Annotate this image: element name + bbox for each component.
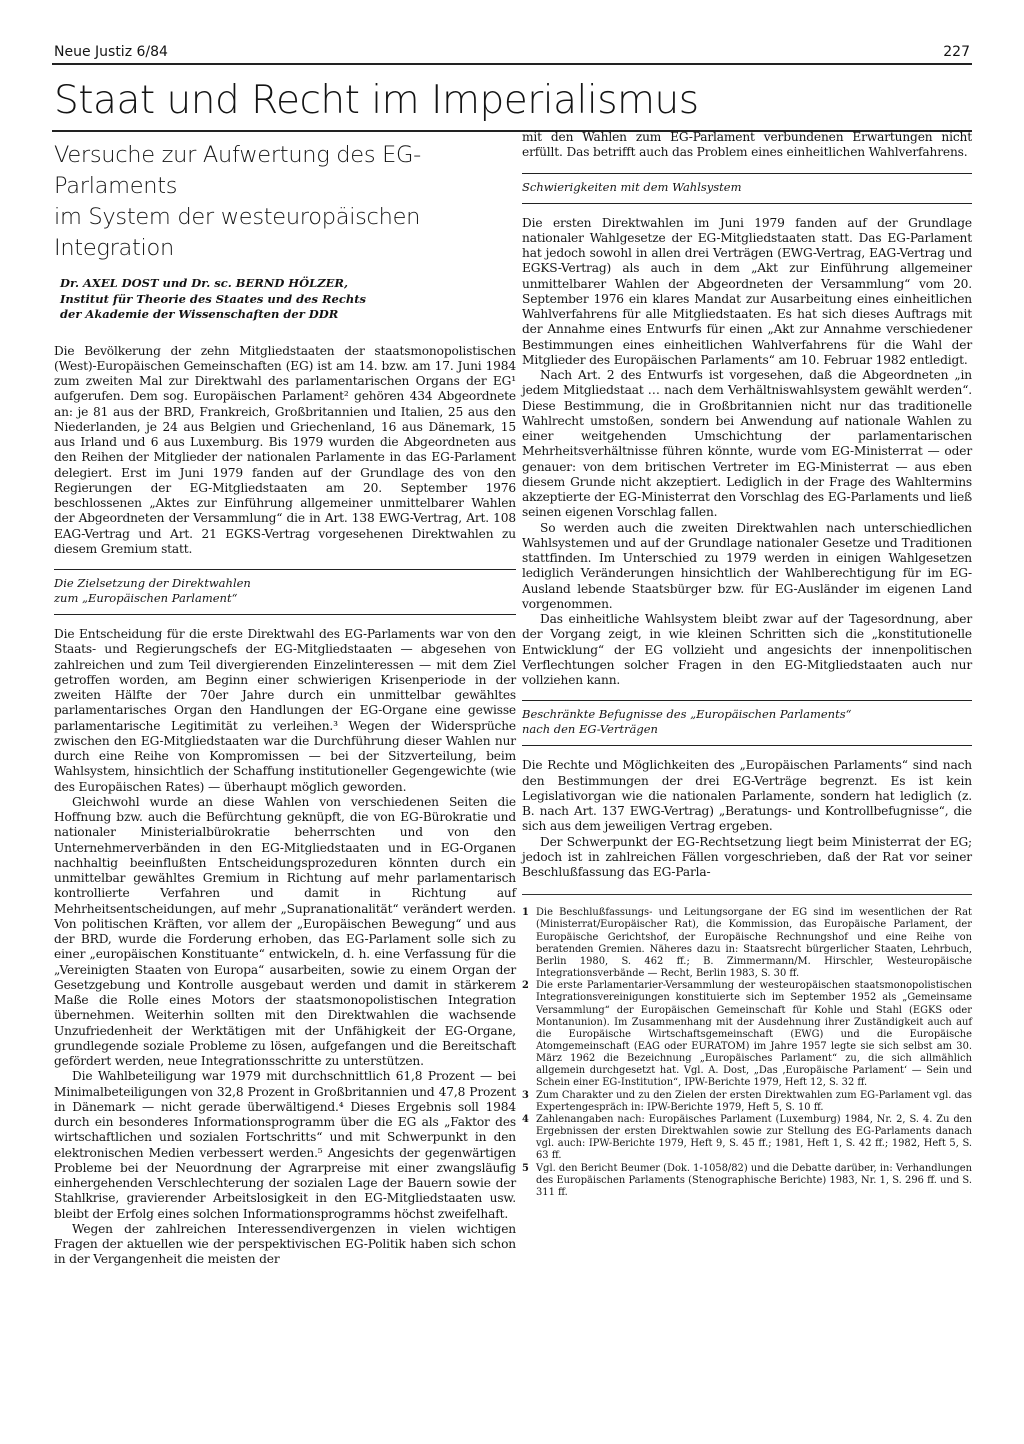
footnote-number: 4 xyxy=(522,1113,529,1125)
footnote-text: Die Beschlußfassungs- und Leitungsorgane der EG sind im wesentlichen der Rat (Ministerrat/Europäischer Rat), die Kommission, das Europäische Parlament, der Europäische Gerichtshof, der Europäische Rechnungshof und eine Reihe von beratenden Gremien. Näheres dazu in: Staatsrecht bürgerlicher Staaten, Lehrbuch, Berlin 1980, S. 462 ff.; B. Zimmermann/M. Hirschler, Westeuropäische Integrationsverbände — Recht, Berlin 1983, S. 30 ff. xyxy=(536,907,972,980)
body-paragraph: Wegen der zahlreichen Interessendivergenzen in vielen wichtigen Fragen der aktuellen wie der perspektivischen EG-Politik haben sich schon in der Vergangenheit die meisten der xyxy=(54,1221,516,1267)
footnote-number: 2 xyxy=(522,980,529,992)
author-line: der Akademie der Wissenschaften der DDR xyxy=(60,307,339,321)
header-rule xyxy=(52,63,972,65)
footnote-number: 1 xyxy=(522,907,529,919)
footnotes xyxy=(522,907,972,1199)
footnote xyxy=(522,1090,972,1114)
article-headline xyxy=(54,140,516,264)
footnote xyxy=(522,980,972,1089)
subheading-line: nach den EG-Verträgen xyxy=(522,722,658,737)
footnote xyxy=(522,907,972,980)
author-line: Institut für Theorie des Staates und des Rechts xyxy=(60,291,366,306)
body-paragraph: Die ersten Direktwahlen im Juni 1979 fanden auf der Grundlage nationaler Wahlgesetze der EG-Mitgliedstaaten statt. Das EG-Parlament hat jedoch sowohl in allen drei Verträgen (EWG-Vertrag, EAG-Vertrag und EGKS-Vertrag) als auch in dem „Akt zur Einführung allgemeiner unmittelbarer Wahlen der Abgeordneten der Versammlung“ vom 20. September 1976 ein klares Mandat zur Ausarbeitung eines einheitlichen Wahlverfahrens für alle Mitgliedstaaten. Es hat sich dieses Auftrags mit der Annahme eines Entwurfs für einen „Akt zur Annahme verschiedener Bestimmungen eines einheitlichen Wahlverfahrens für die Wahl der Mitglieder des Europäischen Parlaments“ am 10. Februar 1982 entledigt. xyxy=(522,215,972,367)
body-paragraph: So werden auch die zweiten Direktwahlen nach unterschiedlichen Wahlsystemen und auf der Grundlage nationaler Gesetze und Traditionen stattfinden. Im Unterschied zu 1979 werden in einigen Wahlgesetzen lediglich Veränderungen hinsichtlich der Wahlberechtigung für im EG-Ausland lebende Staatsbürger bzw. für EG-Ausländer im eigenen Land vorgenommen. xyxy=(522,520,972,611)
body-paragraph: Die Wahlbeteiligung war 1979 mit durchschnittlich 61,8 Prozent — bei Minimalbeteiligungen von 32,8 Prozent in Großbritannien und 47,8 Prozent in Dänemark — nicht gerade überwältigend.⁴ Dieses Ergebnis soll 1984 durch ein besonderes Informationsprogramm über die EG als „Faktor des wirtschaftlichen und sozialen Fortschritts“ und mit Schwerpunkt in den elektronischen Medien verbessert werden.⁵ Angesichts der gegenwärtigen Probleme bei der Neuordnung der Agrarpreise mit einer zwangsläufig einhergehenden Verschlechterung der sozialen Lage der Bauern sowie der Stahlkrise, gravierender Arbeitslosigkeit in den EG-Mitgliedstaaten usw. bleibt der Erfolg eines solchen Informationsprogramms höchst zweifelhaft. xyxy=(54,1069,516,1221)
journal-issue: Neue Justiz 6/84 xyxy=(54,44,168,60)
body-paragraph: Gleichwohl wurde an diese Wahlen von verschiedenen Seiten die Hoffnung bzw. auch die Befürchtung geknüpft, die von EG-Bürokratie und nationaler Ministerialbürokratie beherrschten und von den Unternehmerverbänden in den EG-Mitgliedstaaten und in EG-Organen nachhaltig beeinflußten Entscheidungsprozeduren könnten durch ein unmittelbar gewähltes Gremium in Richtung auf mehr parlamentarisch kontrollierte Verfahren und damit in Richtung auf Mehrheitsentscheidungen, auf mehr „Supranationalität“ verändert werden. Von politischen Kräften, vor allem der „Europäischen Bewegung“ und aus der BRD, wurde die Forderung erhoben, das EG-Parlament solle sich zu einer „europäischen Konstituante“ entwickeln, d. h. eine Verfassung für die „Vereinigten Staaten von Europa“ ausarbeiten, sowie zu einem Organ der Gesetzgebung und Kontrolle ausgebaut werden und damit in stärkerem Maße die Rolle eines Motors der staatsmonopolistischen Integration übernehmen. Weiterhin sollten mit den Direktwahlen die wachsende Unzufriedenheit der Werktätigen mit der Unfähigkeit der EG-Organe, grundlegende soziale Probleme zu lösen, aufgefangen und die Bereitschaft gefördert werden, neue Integrationsschritte zu unterstützen. xyxy=(54,794,516,1068)
body-paragraph: Nach Art. 2 des Entwurfs ist vorgesehen, daß die Abgeordneten „in jedem Mitgliedstaat … nach dem Verhältniswahlsystem gewählt werden“. Diese Bestimmung, die in Großbritannien nicht nur das traditionelle Wahlrecht umstoßen, sondern bei Anwendung auf nationale Wahlen zu einer weitgehenden Umschichtung der parlamentarischen Mehrheitsverhältnisse führen könnte, wurde vom EG-Ministerrat — oder genauer: von dem britischen Vertreter im EG-Ministerrat — aus eben diesem Grunde nicht akzeptiert. Lediglich in der Frage des Wahltermins akzeptierte der EG-Ministerrat den Vorschlag des EG-Parlaments und ließ seinen eigenen Vorschlag fallen. xyxy=(522,368,972,520)
section-title: Staat und Recht im Imperialismus xyxy=(54,78,699,123)
headline-line: im System der westeuropäischen Integration xyxy=(54,204,421,261)
page-number: 227 xyxy=(943,44,970,60)
footnote xyxy=(522,1163,972,1199)
footnote-rule xyxy=(522,894,972,895)
subheading-befugnisse xyxy=(522,700,972,746)
footnote-text: Zum Charakter und zu den Zielen der ersten Direktwahlen zum EG-Parlament vgl. das Expertengespräch in: IPW-Berichte 1979, Heft 5, S. 10 ff. xyxy=(536,1089,972,1113)
body-paragraph: mit den Wahlen zum EG-Parlament verbundenen Erwartungen nicht erfüllt. Das betrifft auch das Problem eines einheitlichen Wahlverfahrens. xyxy=(522,130,972,160)
body-paragraph: Der Schwerpunkt der EG-Rechtsetzung liegt beim Ministerrat der EG; jedoch ist in zahlreichen Fällen vorgeschrieben, daß der Rat vor seiner Beschlußfassung das EG-Parla- xyxy=(522,834,972,879)
body-paragraph: Die Entscheidung für die erste Direktwahl des EG-Parlaments war von den Staats- und Regierungschefs der EG-Mitgliedstaaten — abgesehen von zahlreichen und zum Teil divergierenden Einzelinteressen — mit dem Ziel getroffen worden, am Beginn einer schwierigen Krisenperiode in der zweiten Hälfte der 70er Jahre durch ein unmittelbar gewähltes parlamentarisches Organ den Handlungen der EG-Organe eine gewisse parlamentarische Legitimität zu verleihen.³ Wegen der Widersprüche zwischen den EG-Mitgliedstaaten war die Durchführung dieser Wahlen nur durch eine Reihe von Kompromissen — bei der Sitzverteilung, beim Wahlsystem, hinsichtlich der Schaffung institutioneller Gegengewichte (wie des Europäischen Rates) — überhaupt möglich geworden. xyxy=(54,627,516,794)
right-column xyxy=(522,130,972,1199)
subheading-zielsetzung xyxy=(54,569,516,615)
author-line: Dr. AXEL DOST und Dr. sc. BERND HÖLZER, xyxy=(60,276,348,290)
footnote-number: 5 xyxy=(522,1162,529,1174)
running-header xyxy=(54,44,970,60)
headline-line: Versuche zur Aufwertung des EG-Parlaments xyxy=(54,142,421,199)
article-authors xyxy=(60,276,516,323)
subheading-line: Beschränkte Befugnisse des „Europäischen Parlaments“ xyxy=(522,707,852,722)
footnote-text: Vgl. den Bericht Beumer (Dok. 1-1058/82) und die Debatte darüber, in: Verhandlungen des Europäischen Parlaments (Stenographische Berichte) 1983, Nr. 1, S. 296 ff. und S. 311 ff. xyxy=(536,1162,972,1198)
footnote xyxy=(522,1114,972,1163)
footnote-text: Die erste Parlamentarier-Versammlung der westeuropäischen staatsmonopolistischen Integrationsvereinigungen konstituierte sich im September 1952 als „Gemeinsame Versammlung“ der Europäischen Gemeinschaft für Kohle und Stahl (EGKS oder Montanunion). Im Zusammenhang mit der Ausdehnung ihrer Zuständigkeit auch auf die Europäische Wirtschaftsgemeinschaft (EWG) und die Europäische Atomgemeinschaft (EAG oder EURATOM) im Jahre 1957 legte sie sich selbst am 30. März 1962 die Bezeichnung „Europäisches Parlament“ zu, die sich allmählich allgemein durchgesetzt hat. Vgl. A. Dost, „Das ‚Europäische Parlament‘ — Sein und Schein einer EG-Institution“, IPW-Berichte 1979, Heft 12, S. 32 ff. xyxy=(536,980,972,1089)
subheading-line: Die Zielsetzung der Direktwahlen xyxy=(54,576,251,590)
left-column xyxy=(54,140,516,1268)
footnote-text: Zahlenangaben nach: Europäisches Parlament (Luxemburg) 1984, Nr. 2, S. 4. Zu den Ergebnissen der ersten Direktwahlen sowie zur Stellung des EG-Parlaments danach vgl. auch: IPW-Berichte 1979, Heft 9, S. 45 ff.; 1981, Heft 1, S. 42 ff.; 1982, Heft 5, S. 63 ff. xyxy=(536,1113,972,1162)
subheading-line: zum „Europäischen Parlament“ xyxy=(54,591,238,605)
body-paragraph: Die Rechte und Möglichkeiten des „Europäischen Parlaments“ sind nach den Bestimmungen der drei EG-Verträge begrenzt. Es ist kein Legislativorgan wie die nationalen Parlamente, sondern hat lediglich (z. B. nach Art. 137 EWG-Vertrag) „Beratungs- und Kontrollbefugnisse“, die sich aus dem jeweiligen Vertrag ergeben. xyxy=(522,758,972,834)
body-paragraph: Das einheitliche Wahlsystem bleibt zwar auf der Tagesordnung, aber der Vorgang zeigt, in wie kleinen Schritten sich die „konstitutionelle Entwicklung“ der EG vollzieht und angesichts der innenpolitischen Verflechtungen solcher Fragen in den EG-Mitgliedstaaten auch nur vollziehen kann. xyxy=(522,612,972,687)
subheading-line: Schwierigkeiten mit dem Wahlsystem xyxy=(522,179,742,194)
intro-paragraph: Die Bevölkerung der zehn Mitgliedstaaten der staatsmonopolistischen (West)-Europäischen Gemeinschaften (EG) ist am 14. bzw. am 17. Juni 1984 zum zweiten Mal zur Direktwahl des parlamentarischen Organs der EG¹ aufgerufen. Dem sog. Europäischen Parlament² gehören 434 Abgeordnete an: je 81 aus der BRD, Frankreich, Großbritannien und Italien, 25 aus den Niederlanden, je 24 aus Belgien und Griechenland, 16 aus Dänemark, 15 aus Irland und 6 aus Luxemburg. Bis 1979 wurden die Abgeordneten aus den Reihen der Mitglieder der nationalen Parlamente in das EG-Parlament delegiert. Erst im Juni 1979 fanden auf der Grundlage des von den Regierungen der EG-Mitgliedstaaten am 20. September 1976 beschlossenen „Aktes zur Einführung allgemeiner unmittelbarer Wahlen der Abgeordneten der Versammlung“ die in Art. 138 EWG-Vertrag, Art. 108 EAG-Vertrag und Art. 21 EGKS-Vertrag vorgesehenen Direktwahlen zu diesem Gremium statt. xyxy=(54,343,516,556)
subheading-wahlsystem xyxy=(522,173,972,204)
footnote-number: 3 xyxy=(522,1089,529,1101)
